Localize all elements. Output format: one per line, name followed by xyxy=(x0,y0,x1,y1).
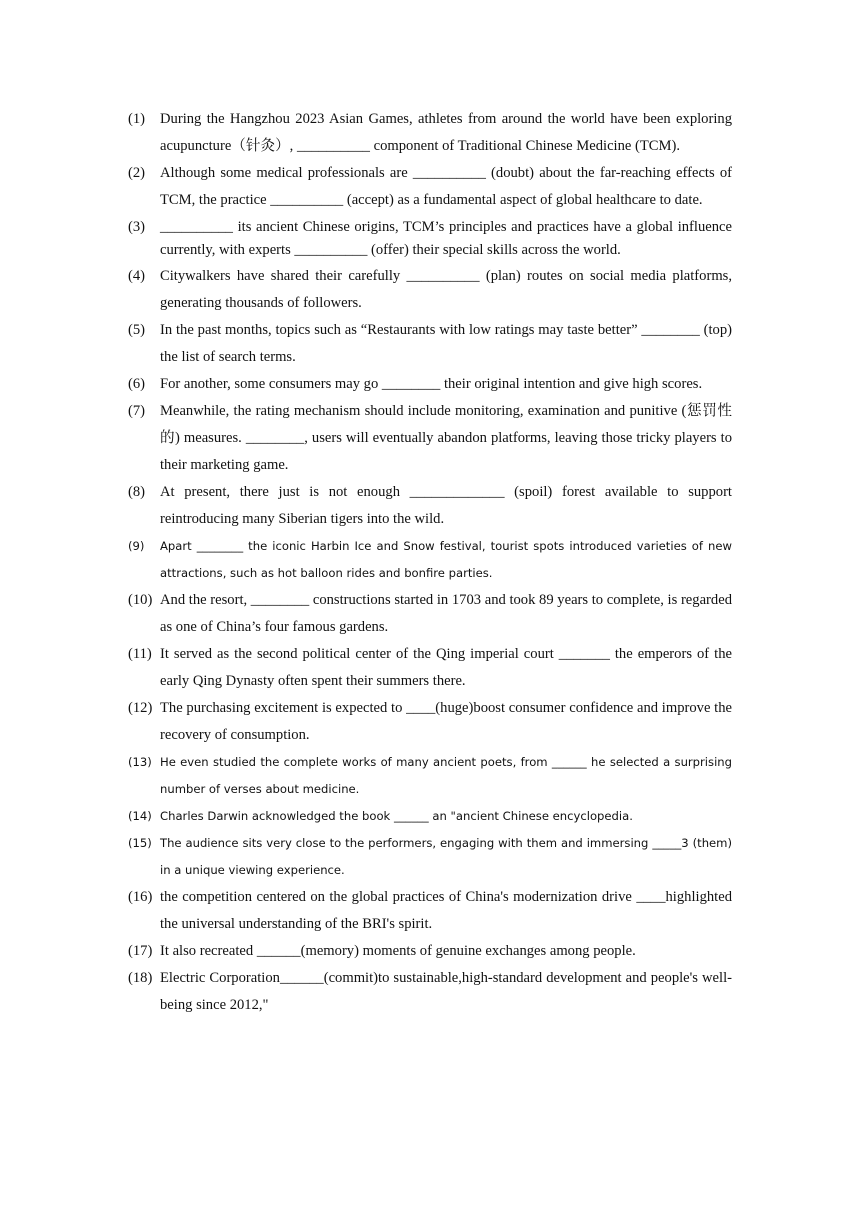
question-number: (6) xyxy=(128,376,146,392)
question-item xyxy=(128,398,732,479)
question-text: Meanwhile, the rating mechanism should include monitoring, examination and punitive (惩罚性的) measures. ________, users will eventually abandon platforms, leaving those tricky players to their marketing game. xyxy=(160,403,732,473)
question-text: The purchasing excitement is expected to ____(huge)boost consumer confidence and improve the recovery of consumption. xyxy=(160,700,732,743)
question-item xyxy=(128,479,732,533)
question-item xyxy=(128,938,732,965)
question-item xyxy=(128,216,732,261)
question-text: And the resort, ________ constructions started in 1703 and took 89 years to complete, is regarded as one of China’s four famous gardens. xyxy=(160,592,732,635)
question-text: He even studied the complete works of many ancient poets, from ______ he selected a surprising number of verses about medicine. xyxy=(160,755,732,796)
question-number: (3) xyxy=(128,219,146,235)
question-text: Charles Darwin acknowledged the book ______ an "ancient Chinese encyclopedia. xyxy=(160,809,633,823)
question-item xyxy=(128,371,732,398)
question-list xyxy=(128,106,732,1019)
question-text: Although some medical professionals are __________ (doubt) about the far-reaching effects of TCM, the practice __________ (accept) as a fundamental aspect of global healthcare to date. xyxy=(160,165,732,208)
question-item xyxy=(128,106,732,160)
question-number: (7) xyxy=(128,403,146,419)
question-number: (18) xyxy=(128,970,153,986)
question-item xyxy=(128,263,732,317)
question-text: Electric Corporation______(commit)to sustainable,high-standard development and people's well-being since 2012," xyxy=(160,970,732,1013)
question-text: At present, there just is not enough _____________ (spoil) forest available to support reintroducing many Siberian tigers into the wild. xyxy=(160,484,732,527)
question-number: (15) xyxy=(128,836,152,850)
question-number: (10) xyxy=(128,592,153,608)
question-text: the competition centered on the global practices of China's modernization drive ____highlighted the universal understanding of the BRI's spirit. xyxy=(160,889,732,932)
question-text: It also recreated ______(memory) moments of genuine exchanges among people. xyxy=(160,943,636,959)
question-text: Citywalkers have shared their carefully __________ (plan) routes on social media platforms, generating thousands of followers. xyxy=(160,268,732,311)
question-text: In the past months, topics such as “Restaurants with low ratings may taste better” ________ (top) the list of search terms. xyxy=(160,322,732,365)
question-number: (8) xyxy=(128,484,146,500)
question-number: (14) xyxy=(128,809,152,823)
question-number: (13) xyxy=(128,755,152,769)
question-number: (16) xyxy=(128,889,153,905)
question-text: During the Hangzhou 2023 Asian Games, athletes from around the world have been exploring acupuncture（针灸）, __________ component of Traditional Chinese Medicine (TCM). xyxy=(160,111,732,154)
question-number: (2) xyxy=(128,165,146,181)
question-item xyxy=(128,749,732,803)
question-item xyxy=(128,884,732,938)
question-text: It served as the second political center of the Qing imperial court _______ the emperors of the early Qing Dynasty often spent their summers there. xyxy=(160,646,732,689)
question-number: (12) xyxy=(128,700,153,716)
question-item xyxy=(128,587,732,641)
question-item xyxy=(128,830,732,884)
question-number: (11) xyxy=(128,646,152,662)
question-item xyxy=(128,641,732,695)
question-text: __________ its ancient Chinese origins, TCM’s principles and practices have a global influence currently, with experts __________ (offer) their special skills across the world. xyxy=(160,219,732,258)
question-item xyxy=(128,695,732,749)
question-number: (4) xyxy=(128,268,146,284)
question-number: (5) xyxy=(128,322,146,338)
question-text: The audience sits very close to the performers, engaging with them and immersing _____3 (them) in a unique viewing experience. xyxy=(160,836,732,877)
question-item xyxy=(128,803,732,830)
question-item xyxy=(128,533,732,587)
question-item xyxy=(128,160,732,214)
question-number: (9) xyxy=(128,539,145,553)
question-item xyxy=(128,317,732,371)
question-text: Apart ________ the iconic Harbin Ice and Snow festival, tourist spots introduced varieties of new attractions, such as hot balloon rides and bonfire parties. xyxy=(160,539,732,580)
question-number: (1) xyxy=(128,111,146,127)
question-item xyxy=(128,965,732,1019)
question-text: For another, some consumers may go ________ their original intention and give high scores. xyxy=(160,376,703,392)
question-number: (17) xyxy=(128,943,153,959)
